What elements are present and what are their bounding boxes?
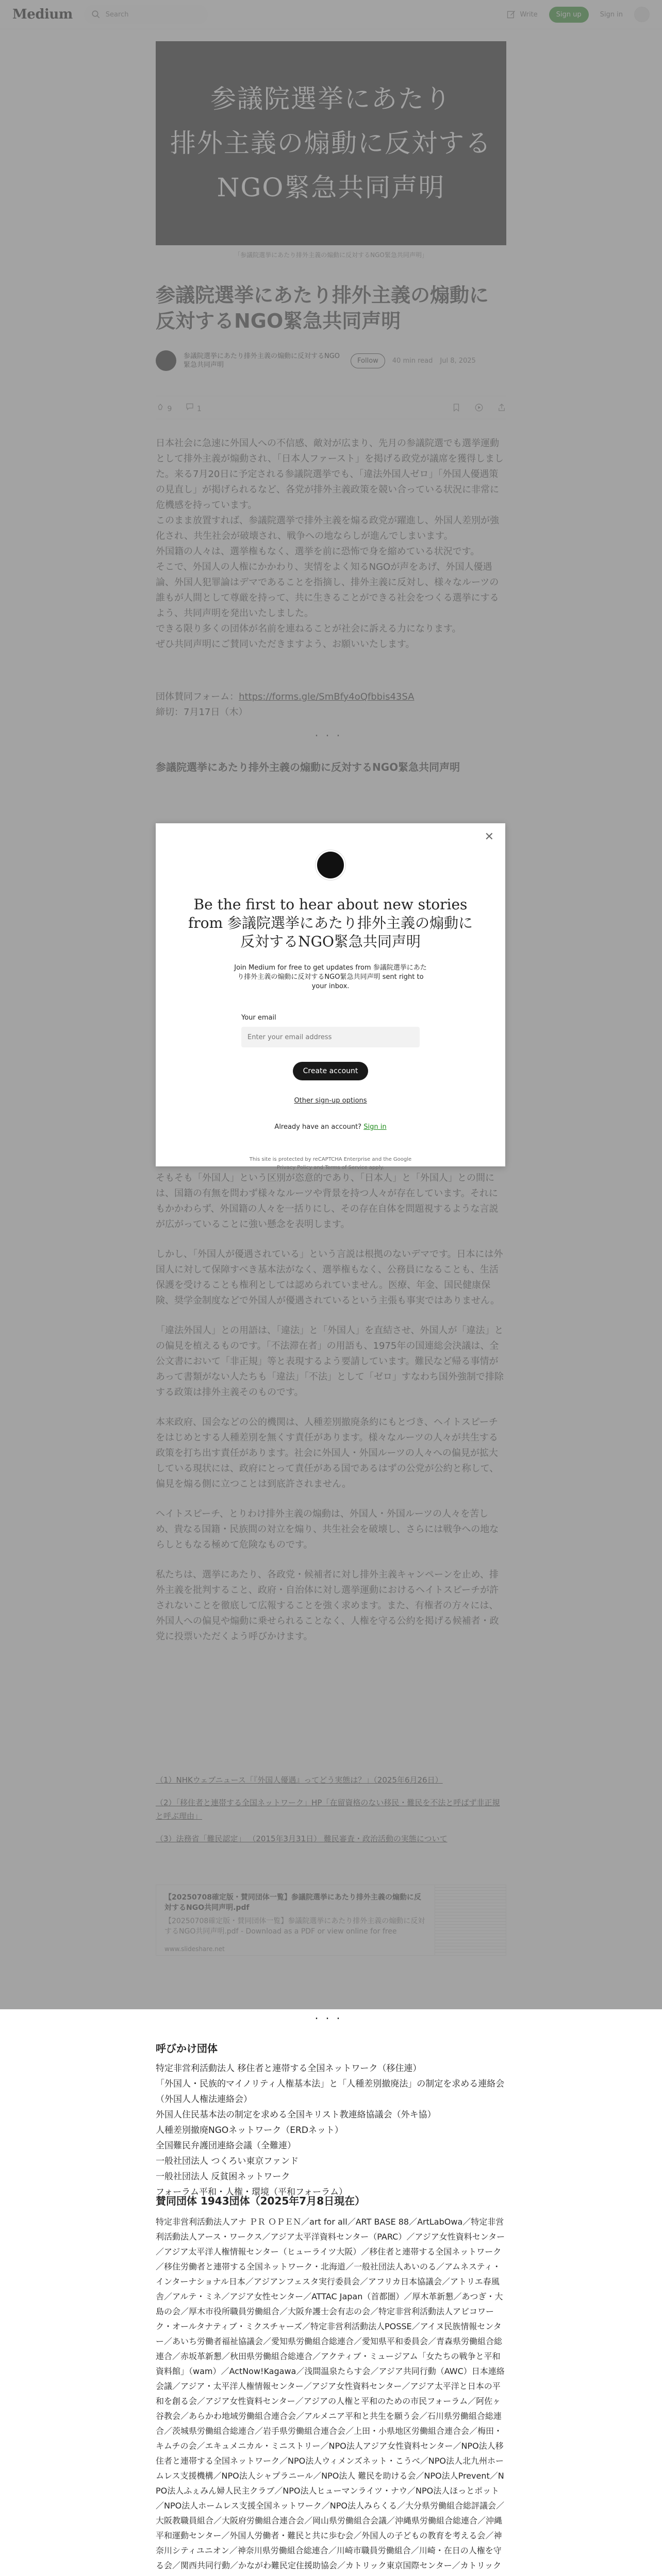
have-account-text: Already have an account? bbox=[274, 1123, 362, 1131]
modal-title: Be the first to hear about new stories from 参議院選挙にあたり排外主義の煽動に反対するNGO緊急共同声明 bbox=[188, 896, 473, 950]
list-item: 一般社団法人 つくろい東京ファンド bbox=[156, 2156, 299, 2166]
list-item: 全国難民弁護団連絡会議（全難連） bbox=[156, 2141, 296, 2151]
list-item: 外国人住民基本法の制定を求める全国キリスト教連絡協議会（外キ協） bbox=[156, 2110, 436, 2120]
section-divider: ... bbox=[315, 2009, 347, 2022]
list-item: フォーラム平和・人権・環境（平和フォーラム） bbox=[156, 2187, 347, 2197]
email-label: Your email bbox=[241, 1014, 276, 1022]
have-account-line bbox=[156, 1123, 505, 1131]
modal-subtitle: Join Medium for free to get updates from 参議院選挙にあたり排外主義の煽動に反対するNGO緊急共同声明 sent right to your inbox. bbox=[234, 964, 427, 990]
create-account-button[interactable]: Create account bbox=[293, 1062, 369, 1080]
publication-avatar bbox=[316, 850, 345, 880]
supporters-heading: 賛同団体 1943団体（2025年7月8日現在） bbox=[156, 2195, 366, 2207]
organizers-heading: 呼びかけ団体 bbox=[156, 2042, 218, 2055]
other-signup-options-link[interactable]: Other sign-up options bbox=[294, 1097, 367, 1105]
legal-text: This site is protected by reCAPTCHA Enterprise and the Google Privacy Policy and Terms of Service apply. bbox=[249, 1157, 412, 1171]
signup-modal bbox=[156, 823, 505, 1171]
sign-in-link[interactable]: Sign in bbox=[363, 1123, 387, 1131]
list-item: 人種差別撤廃NGOネットワーク（ERDネット） bbox=[156, 2125, 343, 2136]
list-item: 一般社団法人 反貧困ネットワーク bbox=[156, 2172, 290, 2182]
list-item: 「外国人・民族的マイノリティ人権基本法」と「人種差別撤廃法」の制定を求める連絡会（外国人人権法連絡会） bbox=[156, 2079, 505, 2105]
list-item: 特定非営利活動法人 移住者と連帯する全国ネットワーク（移住連） bbox=[156, 2063, 422, 2074]
organizers-list bbox=[156, 2061, 506, 2200]
supporters-list: 特定非営利活動法人アナ ＰＲ ＯＰＥＮ／art for all／ART BASE 88／ArtLabOwa／特定非営利活動法人アース・ワークス／アジア太平洋資料センター（PARC）／アジア女性資料センター／アジア太平洋人権情報センター（ヒューライツ大阪）／移住者と連帯する全国ネットワーク／移住労働者と連帯する全国ネットワーク・北海道／一般社団法人あいのる／アムネスティ・インターナショナル日本／アジアンフェスタ実行委員会／アフリカ日本協議会／アトリエ春風舎／アルテ・ミネ／アジア女性センター／ATTAC Japan（首都圏）／厚木革新懇／あつぎ・大島の会／厚木市役所職員労働組合／大阪弁護士会有志の会／特定非営利活動法人アビコワーク・オールタナティブ・ミクスチャーズ／特定非営利活動法人POSSE／アイヌ民族情報センター／あいち労働者福祉協議会／愛知県労働組合総連合／愛知県平和委員会／青森県労働組合総連合／赤坂革新懇／秋田県労働組合総連合／アクティブ・ミュージアム「女たちの戦争と平和資料館」（wam）／ActNow!Kagawa／浅間温泉たらす会／アジア共同行動（AWC）日本連絡会議／アジア・太平洋人権情報センター／アジア女性資料センター／アジア太平洋と日本の平和を創る会／アジア女性資料センター／アジアの人権と平和のための市民フォーラム／阿佐ヶ谷教会／あらかわ地域労働組合連合会／アルメニア平和と共生を願う会／石川県労働組合総連合／茨城県労働組合総連合／岩手県労働組合連合会／上田・小県地区労働組合連合会／梅田・キムチの会／エキュメニカル・ミニストリー／NPO法人アジア女性資料センター／NPO法人移住者と連帯する全国ネットワーク／NPO法人ウィメンズネット・こうべ／NPO法人北九州ホームレス支援機構／NPO法人シャプラニール／NPO法人 難民を助ける会／NPO法人Prevent／NPO法人ふぇみん婦人民主クラブ／NPO法人ヒューマンライツ・ナウ／NPO法人ほっとポット／NPO法人ホームレス支援全国ネットワーク／NPO法人みらくる／大分県労働組合総評議会／大阪教職員組合／大阪府労働組合連合会／岡山県労働組合会議／沖縄県労働組合総連合／沖縄平和運動センター／外国人労働者・難民と共に歩む会／外国人の子どもの教育を考える会／神奈川シティユニオン／神奈川県労働組合総連合／川崎市職員労働組合／川崎・在日の人権を守る会／関西共同行動／かながわ難民定住援助協会／カトリック東京国際センター／カトリック bbox=[156, 2217, 505, 2570]
close-icon[interactable]: ✕ bbox=[484, 831, 494, 843]
email-field[interactable] bbox=[241, 1027, 420, 1047]
